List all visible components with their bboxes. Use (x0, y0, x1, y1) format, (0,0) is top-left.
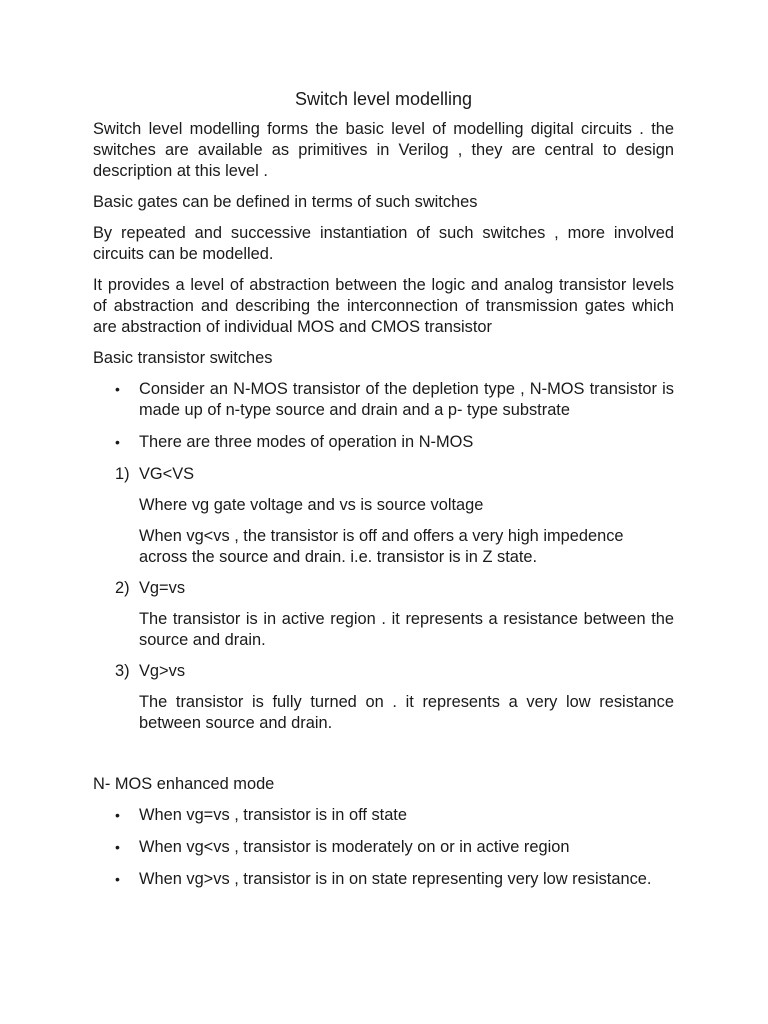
list-item-text: Consider an N-MOS transistor of the depletion type , N-MOS transistor is made up of n-type source and drain and a p- type substrate (139, 380, 674, 419)
mode-item (93, 464, 674, 485)
mode-item (93, 578, 674, 599)
mode-number: 2) (115, 579, 130, 597)
paragraph-abstraction: It provides a level of abstraction between the logic and analog transistor levels of abstraction and describing the interconnection of transmission gates which are abstraction of individual MOS and CMOS transistor (93, 276, 674, 336)
list-item-text: When vg>vs , transistor is in on state representing very low resistance. (139, 870, 652, 888)
mode-description: The transistor is in active region . it represents a resistance between the source and drain. (139, 610, 674, 649)
section-spacer (93, 744, 674, 774)
paragraph-intro: Switch level modelling forms the basic level of modelling digital circuits . the switches are available as primitives in Verilog , they are central to design description at this level . (93, 120, 674, 180)
list-item (93, 805, 674, 826)
list-item (93, 379, 674, 421)
mode-number: 1) (115, 465, 130, 483)
mode-description: Where vg gate voltage and vs is source voltage (139, 496, 484, 514)
mode-label: Vg=vs (139, 579, 186, 597)
paragraph-basic-switches: Basic transistor switches (93, 349, 273, 367)
bullet-marker: • (115, 381, 120, 397)
mode-label: VG<VS (139, 465, 195, 483)
list-item (93, 432, 674, 453)
section-heading: N- MOS enhanced mode (93, 775, 275, 793)
document-page (93, 88, 674, 901)
list-item-text: When vg=vs , transistor is in off state (139, 806, 407, 824)
mode-description: When vg<vs , the transistor is off and offers a very high impedence across the source and drain. i.e. transistor is in Z state. (139, 527, 624, 566)
paragraph-basic-gates: Basic gates can be defined in terms of such switches (93, 193, 478, 211)
list-item (93, 869, 674, 890)
bullet-marker: • (115, 839, 120, 855)
mode-item (93, 661, 674, 682)
mode-number: 3) (115, 662, 130, 680)
mode-description: The transistor is fully turned on . it represents a very low resistance between source and drain. (139, 693, 674, 732)
bullet-marker: • (115, 434, 120, 450)
bullet-marker: • (115, 807, 120, 823)
bullet-marker: • (115, 871, 120, 887)
mode-label: Vg>vs (139, 662, 186, 680)
list-item-text: There are three modes of operation in N-MOS (139, 433, 474, 451)
list-item-text: When vg<vs , transistor is moderately on or in active region (139, 838, 570, 856)
page-title: Switch level modelling (294, 89, 473, 109)
paragraph-instantiation: By repeated and successive instantiation of such switches , more involved circuits can be modelled. (93, 224, 674, 263)
list-item (93, 837, 674, 858)
